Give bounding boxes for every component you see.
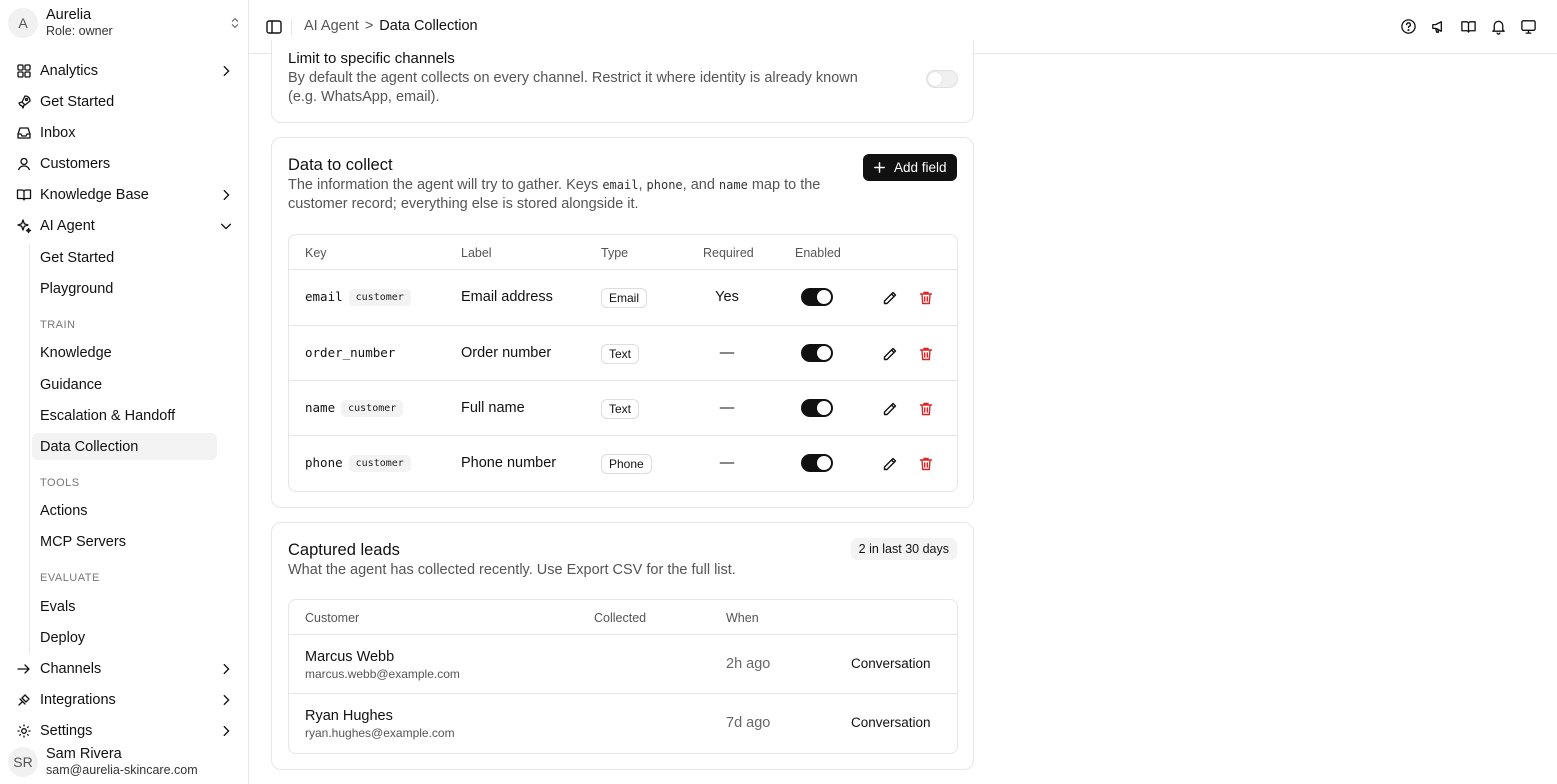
sidebar-toggle-icon[interactable] (265, 18, 283, 36)
sidebar-subitem-escalation[interactable]: Escalation & Handoff (40, 407, 176, 424)
channels-description: By default the agent collects on every channel. Restrict it where identity is already known (e.g. WhatsApp, email). (288, 70, 858, 105)
field-required: Yes (715, 289, 739, 305)
help-icon[interactable] (1400, 18, 1417, 35)
grid-icon (16, 63, 32, 79)
topbar-actions (1400, 18, 1537, 35)
sidebar-item-label: AI Agent (40, 218, 95, 234)
chevrons-up-down-icon (228, 16, 242, 30)
chevron-down-icon (219, 219, 233, 233)
sidebar-item-analytics[interactable] (8, 57, 241, 85)
fields-table-header (289, 235, 957, 270)
leads-title: Captured leads (288, 541, 400, 559)
sparkles-icon (16, 218, 32, 234)
field-type-tag: Text (601, 399, 639, 419)
field-label: Order number (461, 345, 552, 361)
sidebar-item-knowledge-base[interactable] (8, 181, 241, 209)
collect-description: The information the agent will try to gather. Keys email, phone, and name map to the customer record; everything else is stored alongside it. (288, 177, 821, 212)
field-key: order_number (305, 345, 396, 360)
sidebar-item-label: Channels (40, 661, 102, 677)
org-name: Aurelia (46, 7, 92, 24)
lead-customer (305, 708, 455, 740)
sidebar-item-label: Integrations (40, 692, 116, 708)
chevron-right-icon (219, 693, 233, 707)
fields-table (288, 234, 958, 492)
table-row (289, 694, 957, 753)
field-enabled-toggle[interactable] (801, 454, 833, 472)
sidebar-item-get-started[interactable] (8, 88, 241, 116)
pencil-icon[interactable] (882, 401, 898, 417)
org-avatar: A (8, 8, 38, 38)
sidebar-item-label: Customers (40, 156, 111, 172)
sidebar-section-evaluate: EVALUATE (40, 572, 100, 584)
sidebar-subitem-guidance[interactable]: Guidance (40, 376, 103, 393)
sidebar-item-label: Get Started (40, 94, 115, 110)
trash-icon[interactable] (918, 290, 934, 306)
pencil-icon[interactable] (882, 346, 898, 362)
gear-icon (16, 723, 32, 739)
field-key: email customer (305, 289, 411, 306)
bell-icon[interactable] (1490, 18, 1507, 35)
field-required: — (719, 345, 735, 361)
sidebar-item-label: Inbox (40, 125, 76, 141)
sidebar-item-label: Settings (40, 723, 93, 739)
add-field-button[interactable] (863, 154, 957, 181)
customer-tag: customer (341, 400, 403, 417)
lead-when: 7d ago (726, 715, 771, 731)
col-enabled: Enabled (795, 246, 841, 260)
field-label: Full name (461, 400, 525, 416)
sidebar-subitem-deploy[interactable]: Deploy (40, 629, 86, 646)
chevron-right-icon (219, 724, 233, 738)
field-type-tag: Phone (601, 454, 652, 474)
collect-title: Data to collect (288, 156, 393, 174)
field-enabled-toggle[interactable] (801, 344, 833, 362)
leads-count-badge: 2 in last 30 days (851, 538, 957, 560)
user-email: sam@aurelia-skincare.com (46, 763, 198, 778)
plus-icon (873, 161, 886, 174)
org-role: Role: owner (46, 24, 113, 39)
field-enabled-toggle[interactable] (801, 399, 833, 417)
chevron-right-icon (219, 188, 233, 202)
leads-card (271, 522, 974, 770)
table-row (289, 381, 957, 436)
trash-icon[interactable] (918, 346, 934, 362)
sidebar-item-inbox[interactable] (8, 119, 241, 147)
book-icon[interactable] (1460, 18, 1477, 35)
sidebar-item-integrations[interactable] (8, 686, 241, 714)
field-required: — (719, 455, 735, 471)
lead-name: Ryan Hughes (305, 708, 393, 724)
customer-tag: customer (349, 455, 411, 472)
lead-customer (305, 649, 460, 681)
trash-icon[interactable] (918, 401, 934, 417)
monitor-icon[interactable] (1520, 18, 1537, 35)
col-type: Type (601, 246, 629, 260)
org-switcher[interactable] (8, 6, 242, 40)
leads-table (288, 599, 958, 754)
leads-description: What the agent has collected recently. Use Export CSV for the full list. (288, 562, 736, 578)
sidebar-subitem-get-started[interactable]: Get Started (40, 249, 115, 266)
breadcrumb-current: Data Collection (379, 18, 478, 34)
sidebar-item-channels[interactable] (8, 655, 241, 683)
pencil-icon[interactable] (882, 456, 898, 472)
table-row (289, 635, 957, 694)
col-label: Label (461, 246, 492, 260)
collect-card (271, 137, 974, 508)
lead-name: Marcus Webb (305, 649, 395, 665)
table-row (289, 436, 957, 491)
rocket-icon (16, 94, 32, 110)
field-required: — (719, 400, 735, 416)
chevron-right-icon (219, 64, 233, 78)
plug-icon (16, 692, 32, 708)
breadcrumb-parent[interactable]: AI Agent (304, 18, 359, 34)
pencil-icon[interactable] (882, 290, 898, 306)
user-avatar: SR (8, 747, 38, 777)
breadcrumb (304, 18, 478, 34)
table-row (289, 326, 957, 381)
field-key: phone customer (305, 455, 411, 472)
col-key: Key (305, 246, 327, 260)
sidebar-item-customers[interactable] (8, 150, 241, 178)
user-menu[interactable] (8, 745, 242, 779)
table-row (289, 270, 957, 326)
sidebar-subitem-data-collection[interactable]: Data Collection (32, 433, 217, 460)
col-collected: Collected (594, 611, 647, 625)
sidebar-item-settings[interactable] (8, 717, 241, 745)
sidebar-subitem-playground[interactable]: Playground (40, 280, 114, 297)
channels-card (271, 40, 974, 123)
chevron-right-icon (219, 662, 233, 676)
lead-email: ryan.hughes@example.com (305, 726, 455, 740)
lead-when: 2h ago (726, 656, 771, 672)
sidebar-subitem-knowledge[interactable]: Knowledge (40, 344, 112, 361)
leads-table-header (289, 600, 957, 635)
sidebar-item-label: Analytics (40, 63, 99, 79)
field-label: Phone number (461, 455, 557, 471)
breadcrumb-separator: > (364, 18, 374, 34)
field-key: name customer (305, 400, 403, 417)
lead-email: marcus.webb@example.com (305, 667, 460, 681)
sidebar-subitem-evals[interactable]: Evals (40, 598, 76, 615)
field-type-tag: Email (601, 288, 647, 308)
sidebar-subitem-actions[interactable]: Actions (40, 502, 88, 519)
field-label: Email address (461, 289, 553, 305)
user-icon (16, 156, 32, 172)
field-type-tag: Text (601, 344, 639, 364)
conversation-button[interactable]: Conversation (851, 656, 931, 671)
sidebar-section-tools: TOOLS (40, 477, 80, 489)
add-field-label: Add field (894, 160, 947, 175)
megaphone-icon[interactable] (1430, 18, 1447, 35)
sidebar-section-train: TRAIN (40, 319, 76, 331)
user-name: Sam Rivera (46, 746, 122, 763)
col-required: Required (703, 246, 754, 260)
book-open-icon (16, 187, 32, 203)
topbar-divider (291, 19, 292, 35)
inbox-icon (16, 125, 32, 141)
customer-tag: customer (349, 289, 411, 306)
conversation-button[interactable]: Conversation (851, 715, 931, 730)
sidebar-subitem-mcp-servers[interactable]: MCP Servers (40, 533, 126, 550)
col-when: When (726, 611, 759, 625)
channels-title: Limit to specific channels (288, 50, 455, 67)
sidebar (0, 0, 249, 784)
arrow-right-icon (16, 661, 32, 677)
submenu-line (29, 244, 30, 654)
sidebar-item-ai-agent[interactable] (8, 212, 241, 240)
col-customer: Customer (305, 611, 360, 625)
channels-toggle[interactable] (926, 70, 958, 88)
sidebar-item-label: Knowledge Base (40, 187, 149, 203)
field-enabled-toggle[interactable] (801, 288, 833, 306)
trash-icon[interactable] (918, 456, 934, 472)
